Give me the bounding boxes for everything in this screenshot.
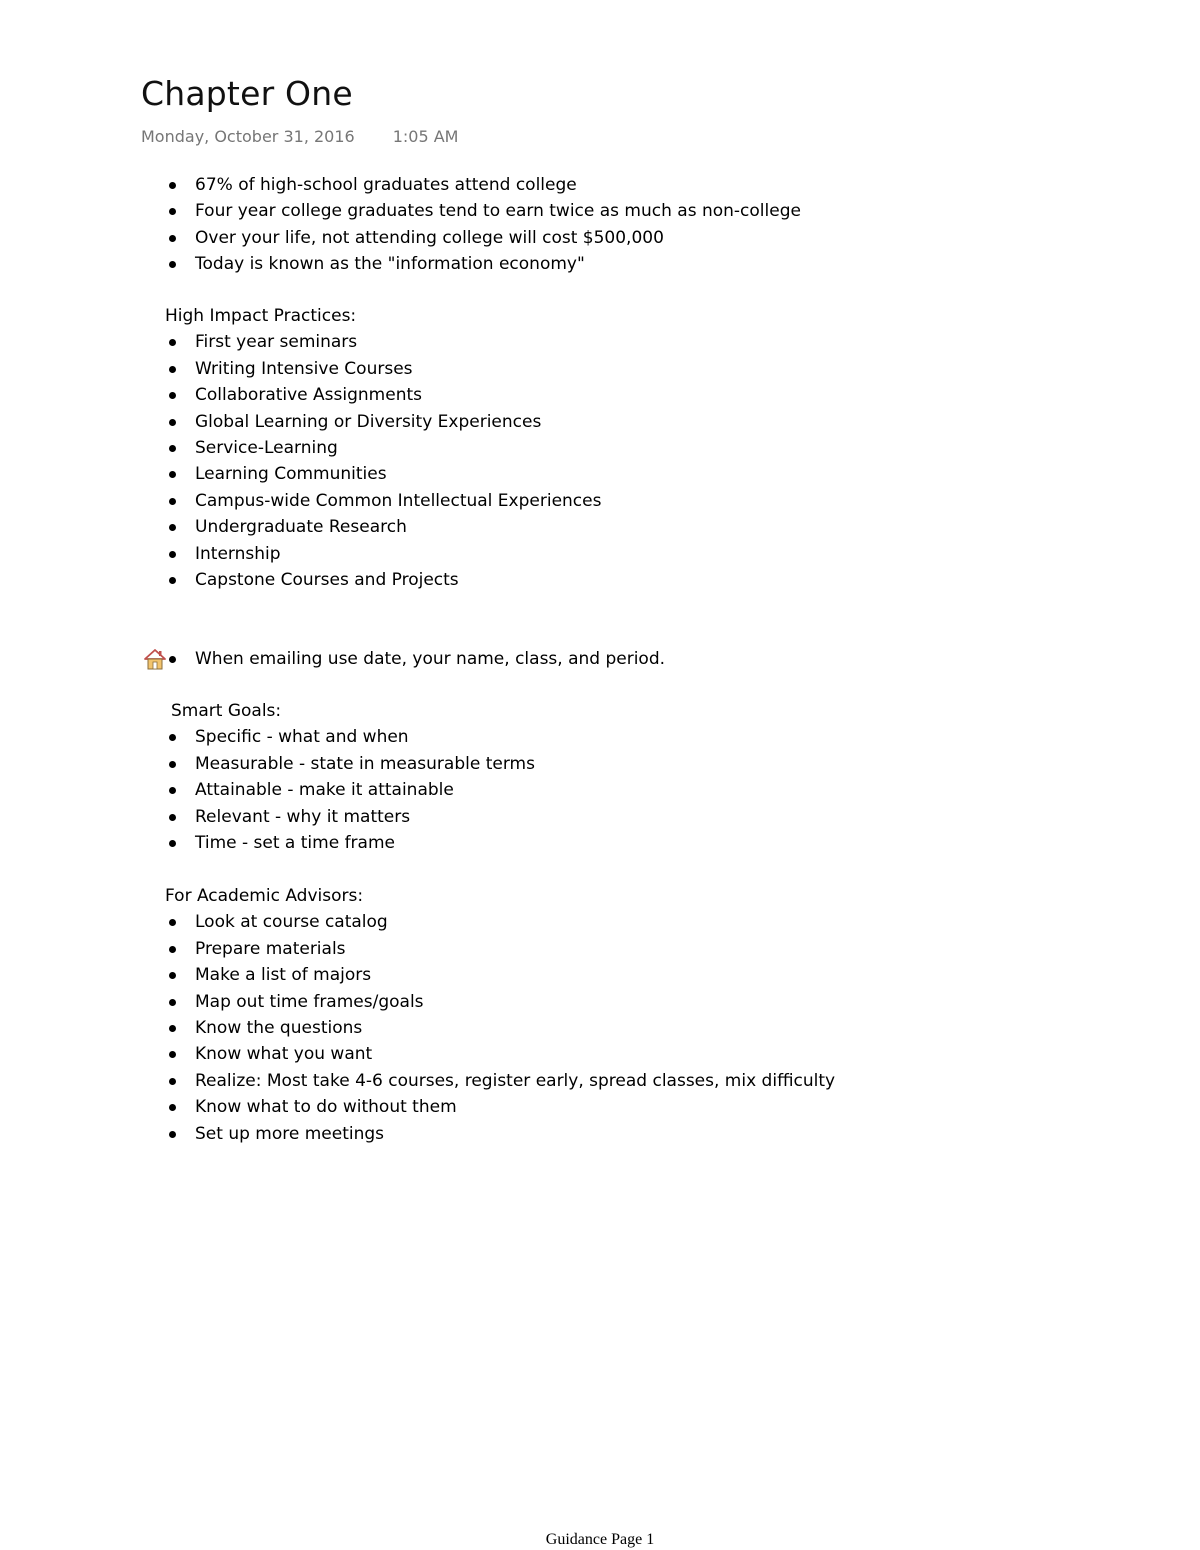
list-item: Attainable - make it attainable	[165, 777, 535, 803]
list-item: Internship	[165, 541, 601, 567]
high-impact-list	[165, 329, 601, 593]
intro-list	[165, 172, 801, 278]
list-item: Time - set a time frame	[165, 830, 535, 856]
note-time: 1:05 AM	[392, 127, 459, 146]
list-item: Set up more meetings	[165, 1121, 835, 1147]
smart-goals-list	[165, 724, 535, 856]
list-item: Service-Learning	[165, 435, 601, 461]
high-impact-heading: High Impact Practices:	[165, 306, 357, 326]
intro-section	[165, 172, 801, 278]
list-item: Capstone Courses and Projects	[165, 567, 601, 593]
list-item: Look at course catalog	[165, 909, 835, 935]
smart-goals-heading: Smart Goals:	[171, 701, 282, 721]
smart-goals-section	[165, 698, 535, 856]
page-title: Chapter One	[141, 74, 353, 113]
list-item: Four year college graduates tend to earn twice as much as non-college	[165, 198, 801, 224]
list-item: 67% of high-school graduates attend college	[165, 172, 801, 198]
list-item: Today is known as the "information economy"	[165, 251, 801, 277]
list-item: Undergraduate Research	[165, 514, 601, 540]
advisors-list	[165, 909, 835, 1147]
list-item: Collaborative Assignments	[165, 382, 601, 408]
list-item: Global Learning or Diversity Experiences	[165, 409, 601, 435]
list-item: Know the questions	[165, 1015, 835, 1041]
email-note-section	[165, 646, 665, 672]
list-item: Over your life, not attending college will cost $500,000	[165, 225, 801, 251]
list-item: Know what to do without them	[165, 1094, 835, 1120]
note-date: Monday, October 31, 2016	[141, 127, 355, 146]
list-item: First year seminars	[165, 329, 601, 355]
advisors-heading: For Academic Advisors:	[165, 886, 364, 906]
page-footer: Guidance Page 1	[545, 1531, 655, 1548]
list-item: Specific - what and when	[165, 724, 535, 750]
list-item: Prepare materials	[165, 936, 835, 962]
list-item: Relevant - why it matters	[165, 804, 535, 830]
advisors-section	[165, 883, 835, 1147]
house-icon	[143, 647, 167, 671]
list-item: Map out time frames/goals	[165, 989, 835, 1015]
list-item: Make a list of majors	[165, 962, 835, 988]
list-item: When emailing use date, your name, class, and period.	[165, 646, 665, 672]
high-impact-section	[165, 303, 601, 593]
list-item: Writing Intensive Courses	[165, 356, 601, 382]
email-note-list	[165, 646, 665, 672]
list-item: Measurable - state in measurable terms	[165, 751, 535, 777]
list-item: Realize: Most take 4-6 courses, register early, spread classes, mix difficulty	[165, 1068, 835, 1094]
list-item: Learning Communities	[165, 461, 601, 487]
list-item: Know what you want	[165, 1041, 835, 1067]
list-item: Campus-wide Common Intellectual Experiences	[165, 488, 601, 514]
note-metadata	[141, 127, 458, 146]
